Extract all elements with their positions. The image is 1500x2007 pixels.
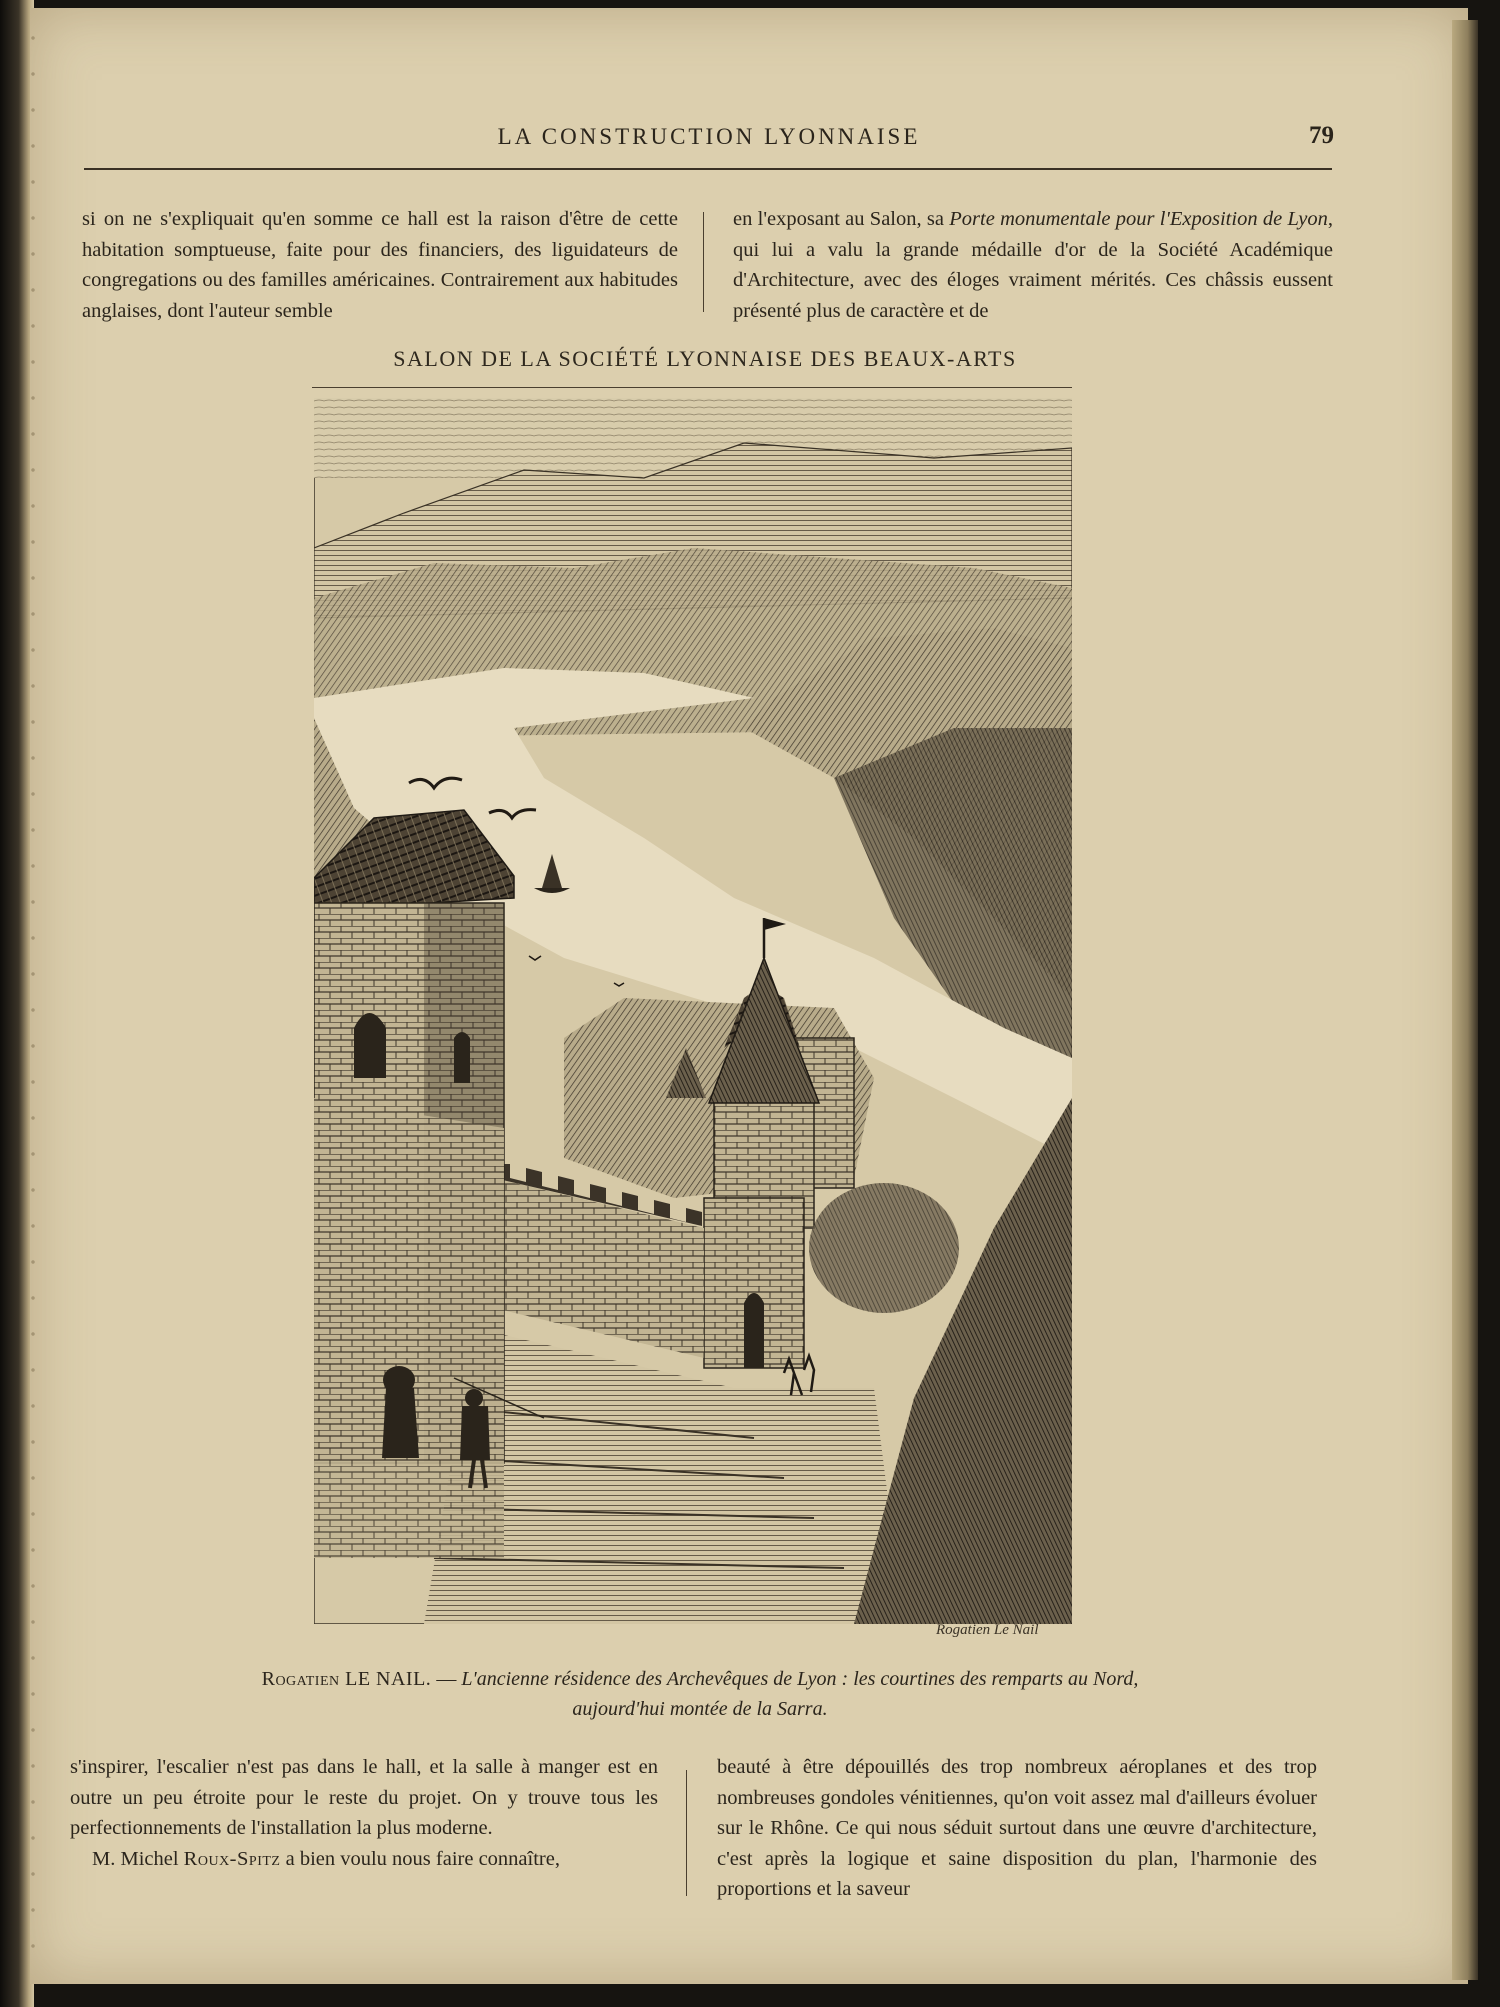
page-edge [1452,20,1478,1980]
figure-section-title: SALON DE LA SOCIÉTÉ LYONNAISE DES BEAUX-ARTS [393,346,1017,371]
page-number: 79 [1309,122,1334,149]
bottom-left-paragraph-1: s'inspirer, l'escalier n'est pas dans le hall, et la salle à manger est en outre un peu étroite pour le reste du projet. On y trouve tous les perfectionnements de l'installation la plus moderne. [70,1756,658,1839]
bottom-left-column [70,1752,658,1874]
bottom-column-divider [686,1770,687,1896]
top-right-text-part2: , qui lui a valu la grande médaille d'or de la Société Académique d'Architecture, avec des éloges vraiment mérités. Ces châssis eussent présenté plus de caractère et de [733,208,1333,322]
exposition-title: Porte monumentale pour l'Exposition de Lyon [949,208,1328,230]
top-left-text: si on ne s'expliquait qu'en somme ce hall est la raison d'être de cette habitation somptueuse, faite pour des financiers, des liguidateurs de congregations ou des familles américaines. Contrairement aux habitudes anglaises, dont l'auteur semble [82,208,678,322]
bottom-right-text: beauté à être dépouillés des trop nombreux aéroplanes et des trop nombreuses gondoles vénitiennes, qu'on voit assez mal d'ailleurs évoluer sur le Rhône. Ce qui nous séduit surtout dans une œuvre d'architecture, c'est après la logique et saine disposition du plan, l'harmonie des proportions et la saveur [717,1756,1317,1900]
header-rule [84,168,1332,170]
caption-separator: — [431,1668,462,1690]
architect-name: Roux-Spitz [183,1847,281,1870]
top-left-column [82,204,678,326]
running-head [84,122,1334,168]
top-right-text-part1: en l'exposant au Salon, sa [733,208,950,230]
top-column-divider [703,212,704,312]
figure-caption [150,1664,1250,1724]
bottom-right-column [717,1752,1317,1905]
paragraph2-end: a bien voulu nous faire connaître, [280,1847,560,1870]
running-title: LA CONSTRUCTION LYONNAISE [497,124,921,149]
paragraph2-start: M. Michel [92,1847,184,1870]
caption-title-line1: L'ancienne résidence des Archevêques de Lyon : les courtines des remparts au Nord, [461,1668,1139,1690]
figure-top-rule [312,387,1072,388]
caption-artist: Rogatien LE NAIL. [261,1668,432,1690]
top-right-text [733,204,1333,326]
caption-title-line2: aujourd'hui montée de la Sarra. [572,1698,828,1720]
bottom-left-paragraph-2 [70,1844,658,1875]
artist-signature: Rogatien Le Nail [936,1622,1039,1638]
binding-stitches [28,20,38,1980]
engraving-illustration [314,398,1072,1624]
top-right-column [733,204,1333,326]
engraving-svg [314,398,1072,1624]
